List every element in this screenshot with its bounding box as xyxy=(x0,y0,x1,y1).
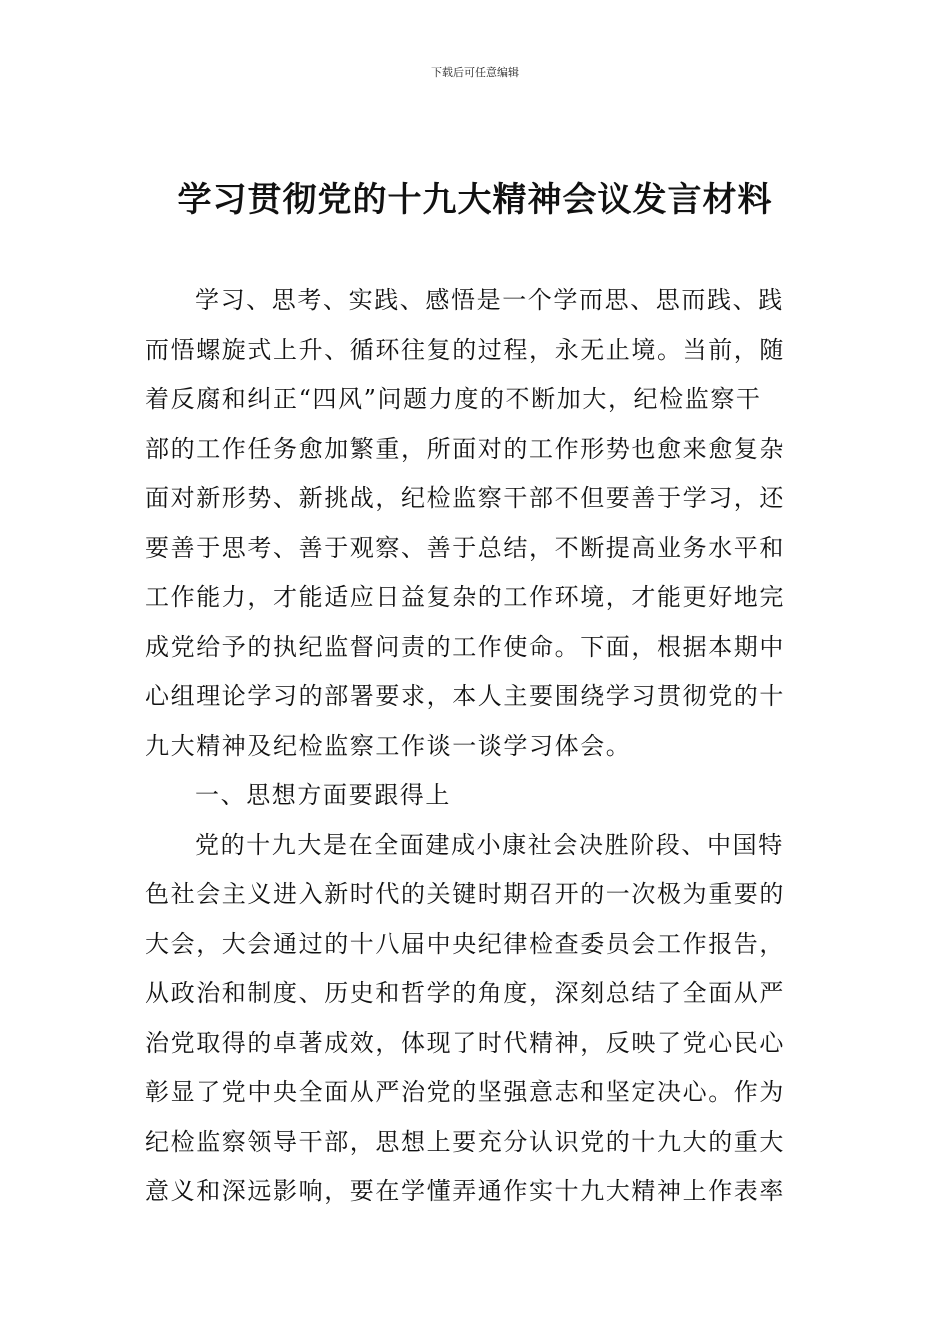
text-line: 成党给予的执纪监督问责的工作使命。下面，根据本期中 xyxy=(145,632,785,661)
text-line: 纪检监察领导干部，思想上要充分认识党的十九大的重大 xyxy=(145,1127,785,1156)
text-line: 部的工作任务愈加繁重，所面对的工作形势也愈来愈复杂 xyxy=(145,434,785,463)
text-line: 而悟螺旋式上升、循环往复的过程，永无止境。当前，随 xyxy=(145,335,785,364)
paragraph-intro xyxy=(145,276,809,771)
text-line: 九大精神及纪检监察工作谈一谈学习体会。 xyxy=(145,731,632,760)
page-header-note: 下载后可任意编辑 xyxy=(431,66,519,79)
text-line: 治党取得的卓著成效，体现了时代精神，反映了党心民心 xyxy=(145,1028,785,1057)
text-line: 色社会主义进入新时代的关键时期召开的一次极为重要的 xyxy=(145,880,785,908)
text-line: 要善于思考、善于观察、善于总结，不断提高业务水平和 xyxy=(145,533,785,562)
text-line: 意义和深远影响，要在学懂弄通作实十九大精神上作表率 xyxy=(145,1177,785,1205)
text-line: 工作能力，才能适应日益复杂的工作环境，才能更好地完 xyxy=(145,583,785,611)
text-line: 彰显了党中央全面从严治党的坚强意志和坚定决心。作为 xyxy=(145,1078,785,1106)
text-line: 大会，大会通过的十八届中央纪律检查委员会工作报告， xyxy=(145,929,785,958)
section-heading: 一、思想方面要跟得上 xyxy=(195,781,451,809)
text-line: 从政治和制度、历史和哲学的角度，深刻总结了全面从严 xyxy=(145,979,785,1007)
text-line: 学习、思考、实践、感悟是一个学而思、思而践、践 xyxy=(195,286,784,314)
text-line: 心组理论学习的部署要求，本人主要围绕学习贯彻党的十 xyxy=(145,682,785,710)
document-title: 学习贯彻党的十九大精神会议发言材料 xyxy=(177,180,773,220)
document-body xyxy=(145,276,809,1217)
text-line: 党的十九大是在全面建成小康社会决胜阶段、中国特 xyxy=(195,830,784,859)
paragraph-section1 xyxy=(145,821,809,1217)
text-line: 着反腐和纠正“四风”问题力度的不断加大，纪检监察干 xyxy=(145,385,762,413)
text-line: 面对新形势、新挑战，纪检监察干部不但要善于学习，还 xyxy=(145,484,785,512)
